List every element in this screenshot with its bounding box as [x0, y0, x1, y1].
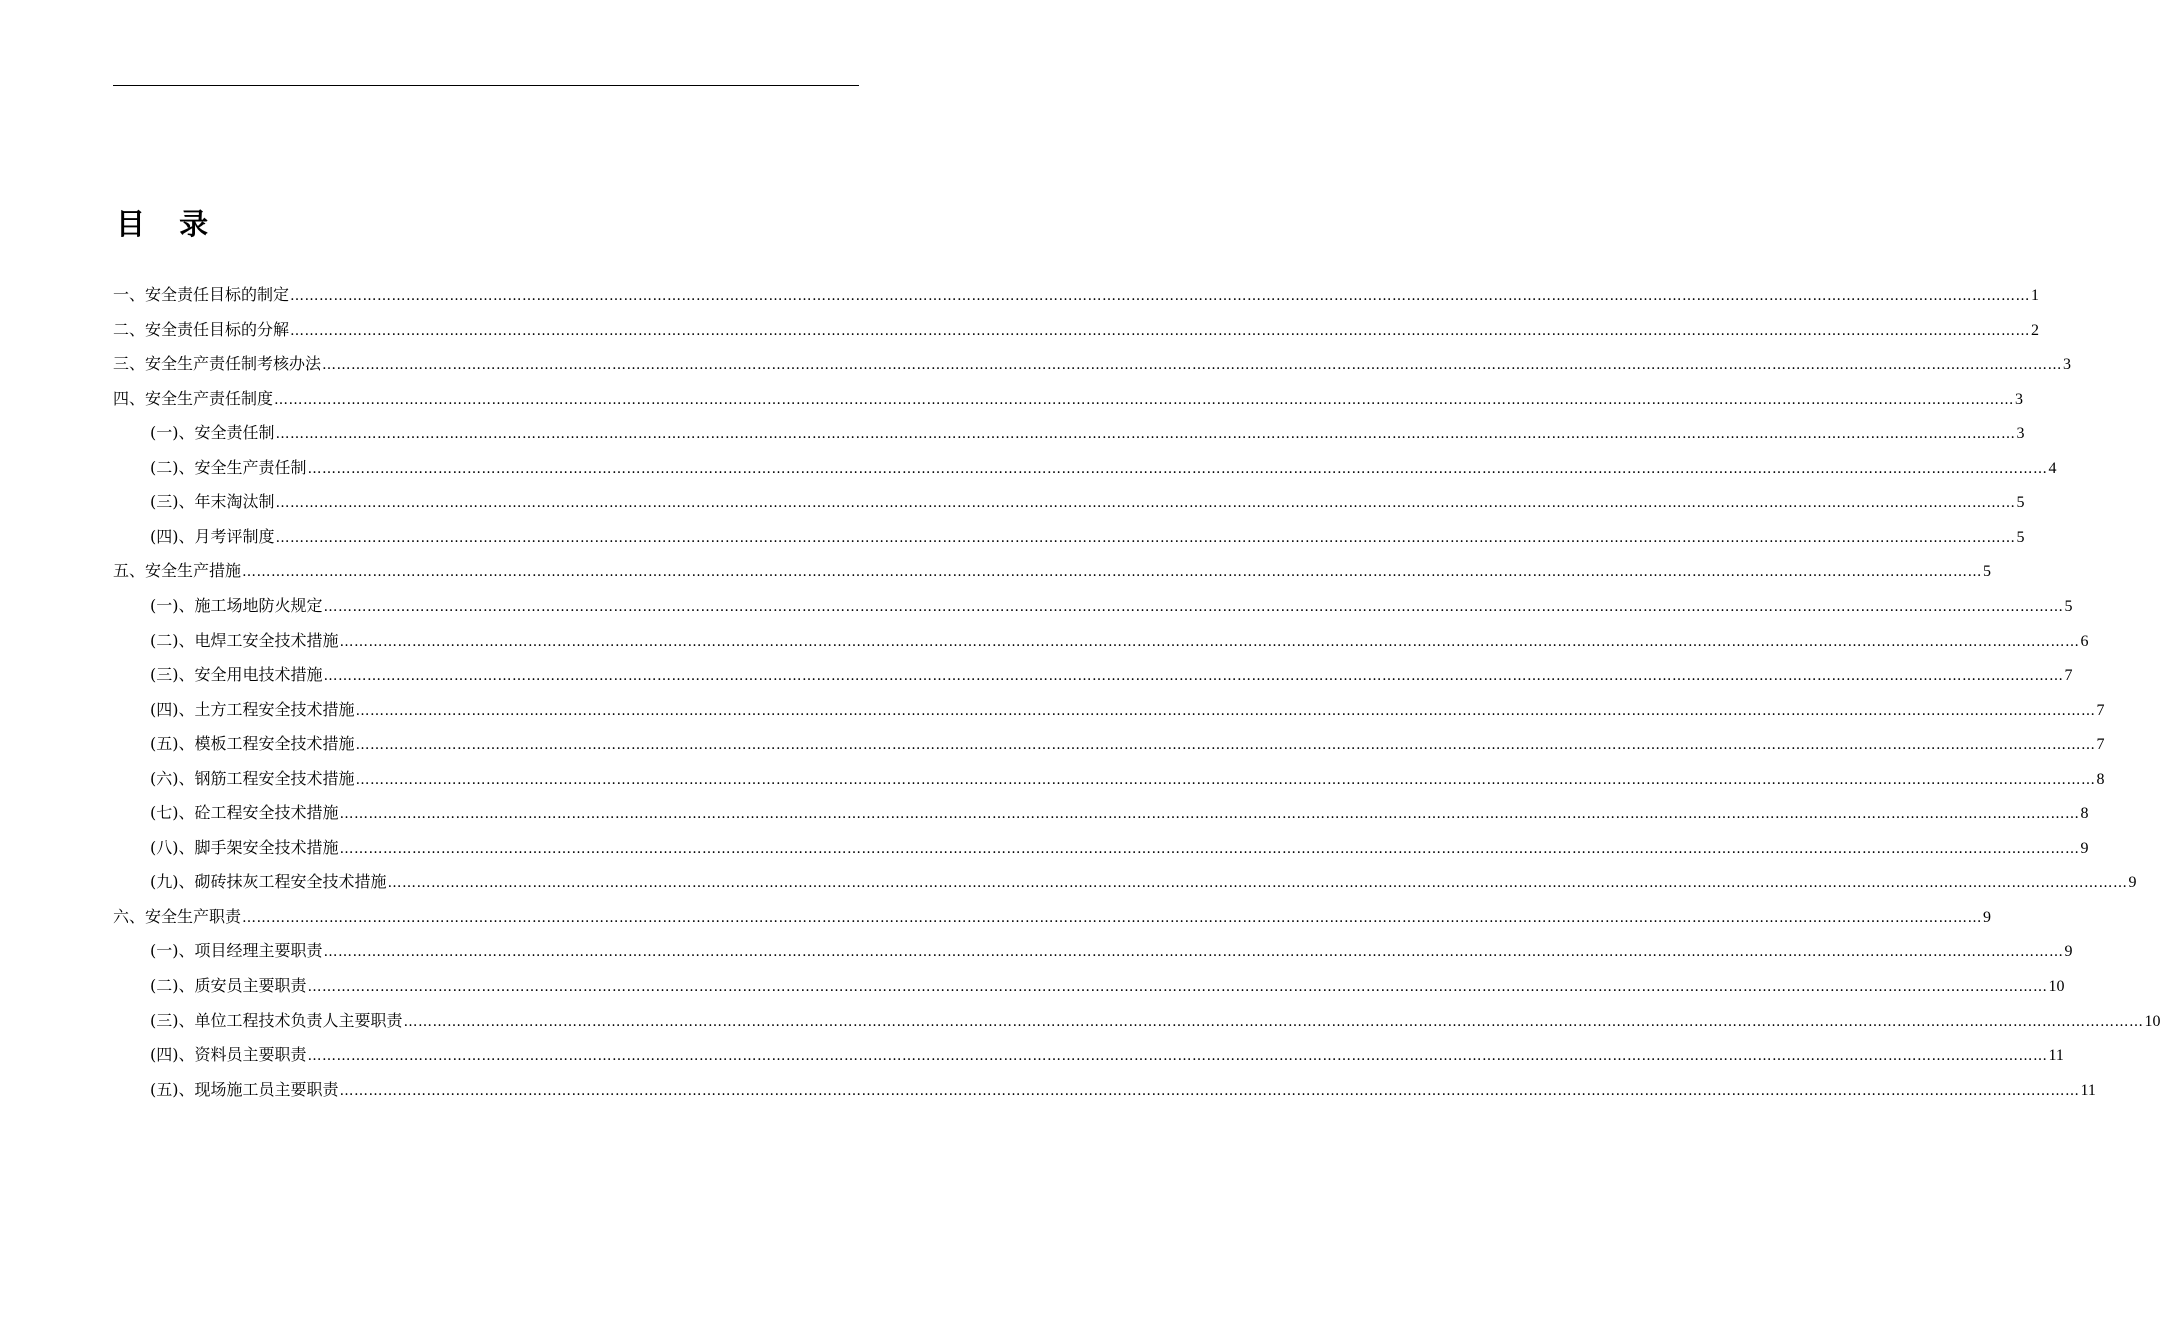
toc-entry[interactable] — [150, 693, 2105, 727]
dot-leader: ……………………………………………………………………………………………………………………………………………………………………………………………………………………………………………………………………………………………………………………………… — [355, 737, 2096, 754]
dot-leader: ……………………………………………………………………………………………………………………………………………………………………………………………………………………………………………………………………………………………………………………………… — [307, 1048, 2048, 1065]
dot-leader: ……………………………………………………………………………………………………………………………………………………………………………………………………………………………………………………………………………………………………………………………… — [339, 840, 2080, 857]
toc-entry-page: 9 — [1983, 908, 1992, 926]
toc-entry[interactable] — [150, 727, 2105, 761]
toc-entry[interactable] — [150, 831, 2089, 865]
toc-entry-label: (二)、电焊工安全技术措施 — [150, 630, 339, 650]
toc-entry-label: (九)、砌砖抹灰工程安全技术措施 — [150, 872, 387, 892]
toc-entry-label: (二)、安全生产责任制 — [150, 457, 307, 477]
toc-entry-page: 5 — [1983, 563, 1992, 581]
toc-entry-label: (六)、钢筋工程安全技术措施 — [150, 768, 355, 788]
toc-entry[interactable] — [150, 451, 2057, 485]
toc-entry[interactable] — [150, 589, 2073, 623]
toc-entry-label: (三)、年末淘汰制 — [150, 492, 275, 512]
toc-entry-label: 二、安全责任目标的分解 — [113, 319, 290, 339]
toc-entry[interactable] — [150, 1073, 2096, 1107]
dot-leader: ……………………………………………………………………………………………………………………………………………………………………………………………………………………………………………………………………………………………………………………………… — [387, 875, 2128, 892]
toc-entry[interactable] — [150, 485, 2025, 519]
toc-entry-label: (二)、质安员主要职责 — [150, 976, 307, 995]
toc-entry-page: 6 — [2080, 632, 2089, 650]
dot-leader: ……………………………………………………………………………………………………………………………………………………………………………………………………………………………………………………………………………………………………………………………… — [307, 979, 2048, 995]
toc-entry-label: 一、安全责任目标的制定 — [113, 285, 290, 304]
dot-leader: ……………………………………………………………………………………………………………………………………………………………………………………………………………………………………………………………………………………………………………………………… — [275, 495, 2016, 512]
toc-entry-label: (一)、项目经理主要职责 — [150, 941, 323, 961]
toc-entry[interactable] — [150, 796, 2089, 830]
toc-entry-page: 3 — [2016, 425, 2025, 443]
dot-leader: ……………………………………………………………………………………………………………………………………………………………………………………………………………………………………………………………………………………………………………………………… — [339, 1082, 2080, 1099]
toc-entry[interactable] — [150, 934, 2073, 968]
toc-entry-label: (一)、施工场地防火规定 — [150, 595, 323, 615]
dot-leader: ……………………………………………………………………………………………………………………………………………………………………………………………………………………………………………………………………………………………………………………………… — [323, 668, 2064, 685]
toc-entry-page: 7 — [2096, 736, 2105, 754]
toc-entry-label: 五、安全生产措施 — [113, 561, 242, 581]
toc-entry-page: 2 — [2031, 321, 2040, 339]
toc-entry-label: (五)、现场施工员主要职责 — [150, 1079, 339, 1099]
toc-entry[interactable] — [113, 313, 2040, 347]
dot-leader: ……………………………………………………………………………………………………………………………………………………………………………………………………………………………………………………………………………………………………………………………… — [275, 426, 2016, 443]
toc-entry-page: 11 — [2048, 1047, 2064, 1065]
dot-leader: ……………………………………………………………………………………………………………………………………………………………………………………………………………………………………………………………………………………………………………………………… — [275, 529, 2016, 546]
toc-entry-label: (三)、安全用电技术措施 — [150, 665, 323, 685]
dot-leader: ……………………………………………………………………………………………………………………………………………………………………………………………………………………………………………………………………………………………………………………………… — [322, 357, 2063, 374]
toc-entry-page: 3 — [2063, 356, 2072, 374]
dot-leader: ……………………………………………………………………………………………………………………………………………………………………………………………………………………………………………………………………………………………………………………………… — [290, 288, 2031, 304]
toc-entry-page: 8 — [2080, 805, 2089, 823]
toc-entry-page: 5 — [2064, 597, 2073, 615]
toc-entry-page: 4 — [2048, 459, 2057, 477]
toc-entry[interactable] — [150, 1004, 2161, 1038]
toc-entry-page: 9 — [2080, 839, 2089, 857]
page-title: 目 录 — [116, 207, 221, 241]
toc-entry-label: 六、安全生产职责 — [113, 906, 242, 926]
toc-entry-page: 10 — [2144, 1012, 2161, 1030]
dot-leader: ……………………………………………………………………………………………………………………………………………………………………………………………………………………………………………………………………………………………………………………………… — [339, 633, 2080, 650]
toc-entry[interactable] — [113, 554, 1992, 588]
toc-entry-label: (四)、月考评制度 — [150, 526, 275, 546]
toc-entry-page: 1 — [2031, 287, 2040, 304]
toc-entry[interactable] — [150, 416, 2025, 450]
header-rule — [113, 85, 859, 86]
toc-entry-page: 9 — [2064, 943, 2073, 961]
dot-leader: ……………………………………………………………………………………………………………………………………………………………………………………………………………………………………………………………………………………………………………………………… — [274, 391, 2015, 408]
toc-entry[interactable] — [113, 347, 2072, 381]
toc-entry[interactable] — [113, 278, 2040, 312]
toc-entry[interactable] — [150, 624, 2089, 658]
dot-leader: ……………………………………………………………………………………………………………………………………………………………………………………………………………………………………………………………………………………………………………………………… — [355, 702, 2096, 719]
toc-entry-page: 9 — [2128, 874, 2137, 892]
toc-entry[interactable] — [150, 1038, 2064, 1072]
toc-entry-label: (一)、安全责任制 — [150, 423, 275, 443]
dot-leader: ……………………………………………………………………………………………………………………………………………………………………………………………………………………………………………………………………………………………………………………………… — [403, 1013, 2144, 1030]
toc-entry-page: 10 — [2048, 978, 2065, 995]
dot-leader: ……………………………………………………………………………………………………………………………………………………………………………………………………………………………………………………………………………………………………………………………… — [242, 564, 1983, 581]
toc-entry-label: 三、安全生产责任制考核办法 — [113, 354, 322, 374]
toc-entry-page: 8 — [2096, 770, 2105, 788]
dot-leader: ……………………………………………………………………………………………………………………………………………………………………………………………………………………………………………………………………………………………………………………………… — [339, 806, 2080, 823]
dot-leader: ……………………………………………………………………………………………………………………………………………………………………………………………………………………………………………………………………………………………………………………………… — [323, 944, 2064, 961]
dot-leader: ……………………………………………………………………………………………………………………………………………………………………………………………………………………………………………………………………………………………………………………………… — [290, 322, 2031, 339]
toc-entry-page: 7 — [2096, 701, 2105, 719]
toc-entry-label: (三)、单位工程技术负责人主要职责 — [150, 1010, 403, 1030]
dot-leader: ……………………………………………………………………………………………………………………………………………………………………………………………………………………………………………………………………………………………………………………………… — [355, 771, 2096, 788]
toc-entry-page: 5 — [2016, 494, 2025, 512]
toc-entry[interactable] — [150, 658, 2073, 692]
toc-entry-page: 11 — [2080, 1081, 2096, 1099]
toc-entry-label: (五)、模板工程安全技术措施 — [150, 734, 355, 754]
dot-leader: ……………………………………………………………………………………………………………………………………………………………………………………………………………………………………………………………………………………………………………………………… — [242, 909, 1983, 926]
toc-entry[interactable] — [150, 762, 2105, 796]
dot-leader: ……………………………………………………………………………………………………………………………………………………………………………………………………………………………………………………………………………………………………………………………… — [323, 598, 2064, 615]
toc-entry-label: (四)、资料员主要职责 — [150, 1045, 307, 1065]
toc-entry[interactable] — [150, 969, 2065, 1003]
toc-entry-page: 7 — [2064, 667, 2073, 685]
toc-entry[interactable] — [113, 382, 2024, 416]
toc-entry[interactable] — [150, 520, 2025, 554]
toc-entry[interactable] — [150, 865, 2137, 899]
toc-entry-label: (八)、脚手架安全技术措施 — [150, 837, 339, 857]
toc-entry[interactable] — [113, 900, 1992, 934]
toc-entry-label: 四、安全生产责任制度 — [113, 388, 274, 408]
toc-entry-page: 5 — [2016, 528, 2025, 546]
toc-entry-page: 3 — [2015, 390, 2024, 408]
toc-entry-label: (七)、砼工程安全技术措施 — [150, 803, 339, 823]
toc-entry-label: (四)、土方工程安全技术措施 — [150, 699, 355, 719]
dot-leader: ……………………………………………………………………………………………………………………………………………………………………………………………………………………………………………………………………………………………………………………………… — [307, 460, 2048, 477]
